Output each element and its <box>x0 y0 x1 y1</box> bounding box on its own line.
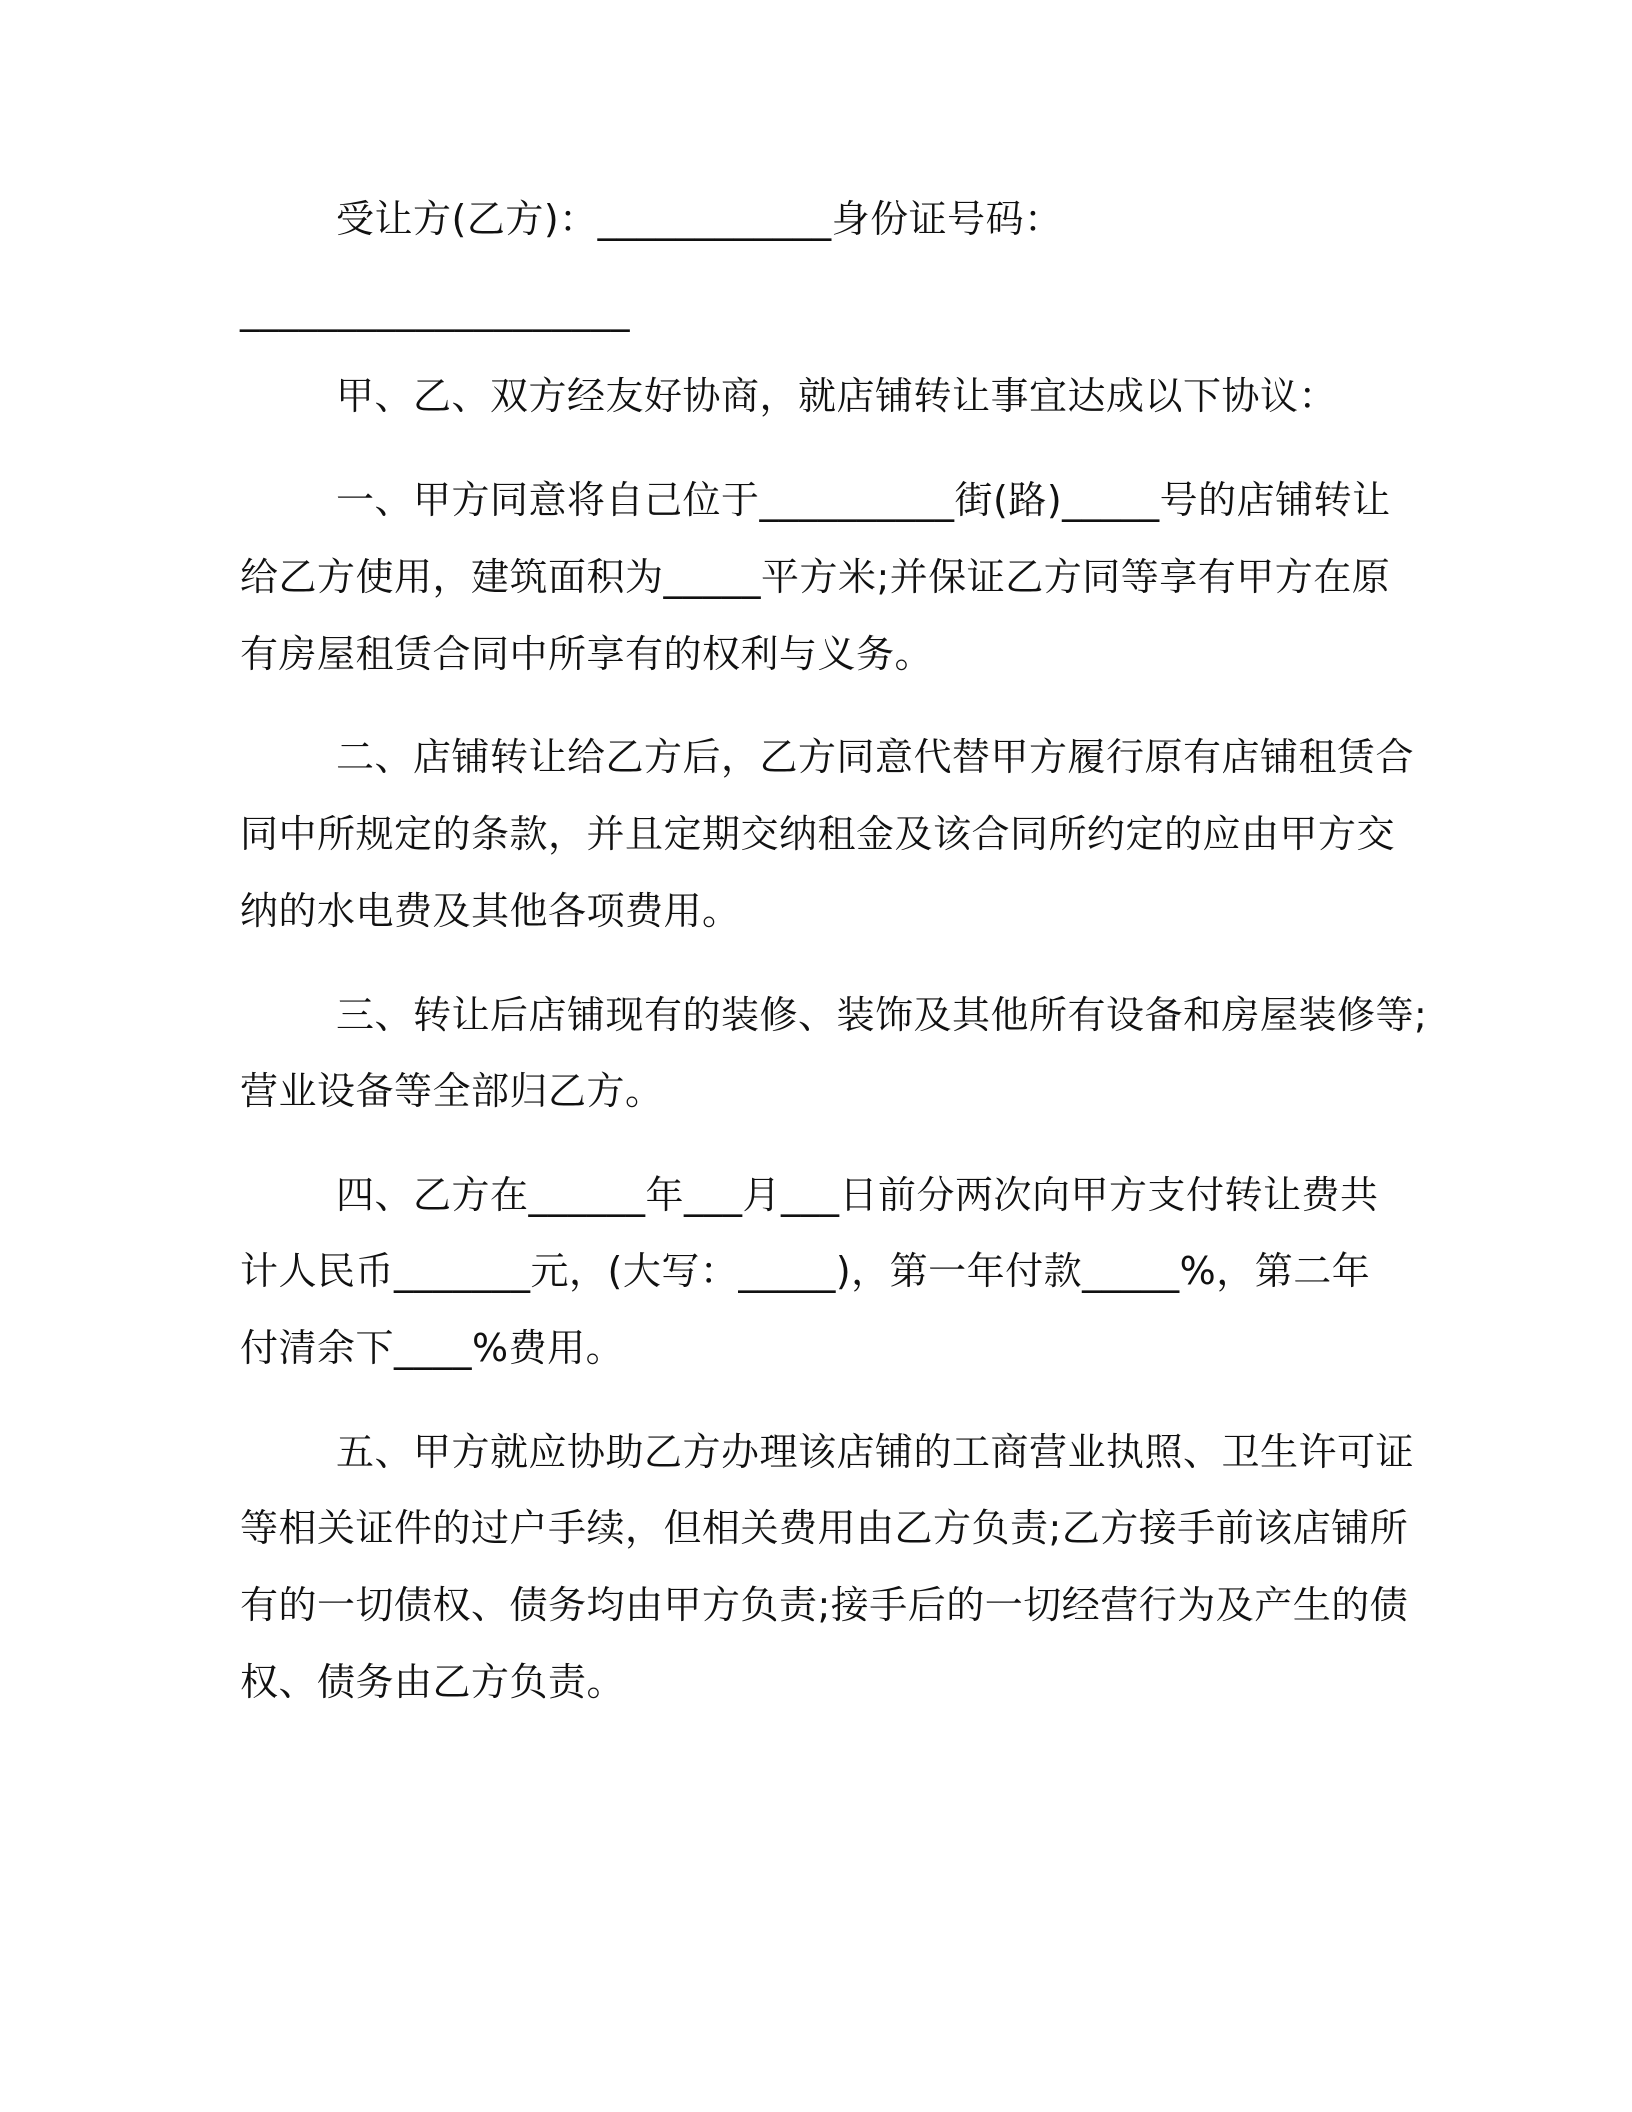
clause-1-line-3: 有房屋租赁合同中所享有的权利与义务。 <box>240 632 934 676</box>
clause-2-line-1: 二、店铺转让给乙方后，乙方同意代替甲方履行原有店铺租赁合 <box>336 735 1415 779</box>
clause-3-line-2: 营业设备等全部归乙方。 <box>240 1069 664 1113</box>
clause-4-line-2: 计人民币_______元，(大写：_____)，第一年付款_____%，第二年 <box>240 1249 1371 1293</box>
clause-5-line-2: 等相关证件的过户手续，但相关费用由乙方负责;乙方接手前该店铺所 <box>240 1506 1409 1550</box>
clause-3-line-1: 三、转让后店铺现有的装修、装饰及其他所有设备和房屋装修等; <box>336 993 1428 1037</box>
clause-1-line-1: 一、甲方同意将自己位于__________街(路)_____号的店铺转让 <box>336 478 1391 522</box>
intro-paragraph: 甲、乙、双方经友好协商，就店铺转让事宜达成以下协议： <box>336 374 1338 418</box>
id-number-blank-line: ____________________ <box>240 288 630 332</box>
clause-4-line-1: 四、乙方在______年___月___日前分两次向甲方支付转让费共 <box>336 1173 1379 1217</box>
clause-4-line-3: 付清余下____%费用。 <box>240 1326 625 1370</box>
clause-5-line-1: 五、甲方就应协助乙方办理该店铺的工商营业执照、卫生许可证 <box>336 1430 1415 1474</box>
clause-1-line-2: 给乙方使用，建筑面积为_____平方米;并保证乙方同等享有甲方在原 <box>240 555 1391 599</box>
clause-2-line-2: 同中所规定的条款，并且定期交纳租金及该合同所约定的应由甲方交 <box>240 812 1396 856</box>
clause-2-line-3: 纳的水电费及其他各项费用。 <box>240 889 741 933</box>
transferee-line: 受让方(乙方)：____________身份证号码： <box>336 197 1063 241</box>
clause-5-line-3: 有的一切债权、债务均由甲方负责;接手后的一切经营行为及产生的债 <box>240 1583 1409 1627</box>
clause-5-line-4: 权、债务由乙方负责。 <box>240 1660 626 1704</box>
